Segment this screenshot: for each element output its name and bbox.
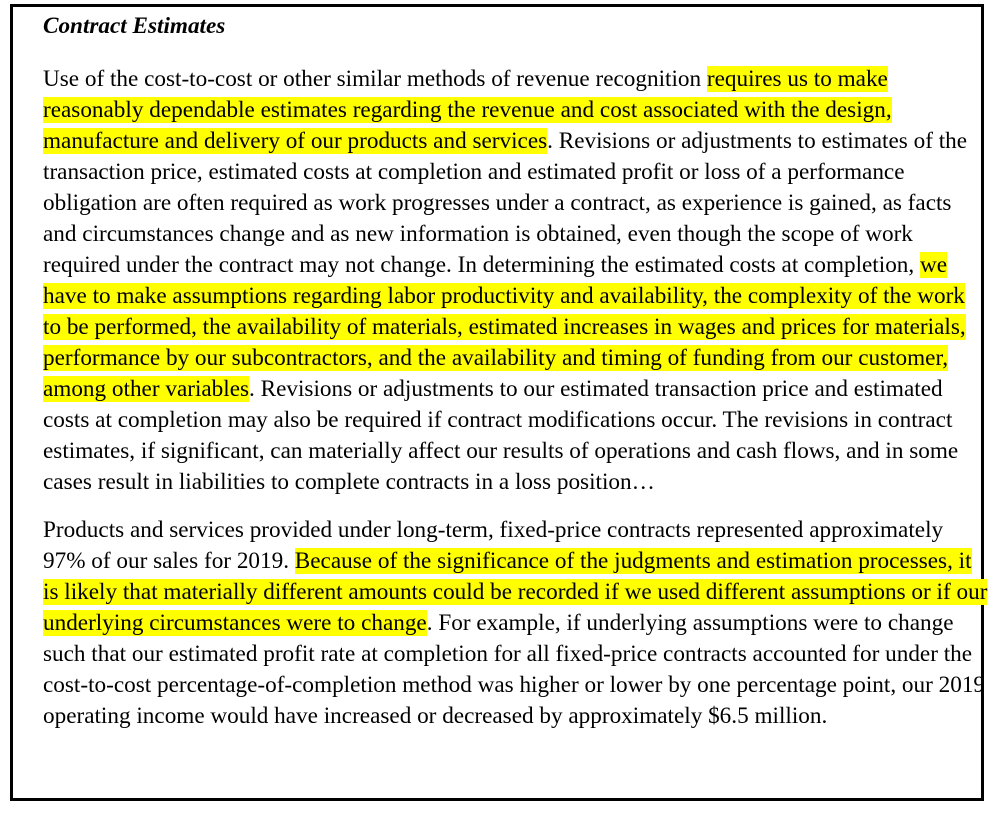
paragraph-1-segment: Use of the cost-to-cost or other similar methods of revenue recognition [43, 66, 707, 92]
document-frame [10, 4, 988, 801]
highlighted-text: Because of the significance of the judgments and estimation processes, it is likely that materially different amounts could be recorded if we used different assumptions or if our underlying circumstances were to change [43, 548, 988, 636]
highlighted-text: we have to make assumptions regarding labor productivity and availability, the complexity of the work to be performed, the availability of materials, estimated increases in wages and prices for materials, performance by our subcontractors, and the availability and timing of funding from our customer, among other variables [43, 252, 966, 402]
highlighted-text: requires us to make reasonably dependable estimates regarding the revenue and cost associated with the design, manufacture and delivery of our products and services [43, 66, 892, 154]
paragraph-2 [43, 515, 988, 732]
paragraph-2-segment: Products and services provided under long-term, fixed-price contracts represented approximately 97% of our sales for 2019. [43, 517, 944, 574]
paragraph-1-segment: . Revisions or adjustments to our estimated transaction price and estimated costs at completion may also be required if contract modifications occur. The revisions in contract estimates, if significant, can materially affect our results of operations and cash flows, and in some cases result in liabilities to complete contracts in a loss position… [43, 376, 959, 495]
paragraph-2-segment: . For example, if underlying assumptions were to change such that our estimated profit rate at completion for all fixed-price contracts accounted for under the cost-to-cost percentage-of-completion method was higher or lower by one percentage point, our 2019 operating income would have increased or decreased by approximately $6.5 million. [43, 610, 986, 729]
document-content [43, 11, 988, 732]
paragraph-1 [43, 64, 988, 498]
section-heading: Contract Estimates [43, 13, 226, 39]
paragraph-1-segment: . Revisions or adjustments to estimates of the transaction price, estimated costs at completion and estimated profit or loss of a performance obligation are often required as work progresses under a contract, as experience is gained, as facts and circumstances change and as new information is obtained, even though the scope of work required under the contract may not change. In determining the estimated costs at completion, [43, 128, 968, 278]
